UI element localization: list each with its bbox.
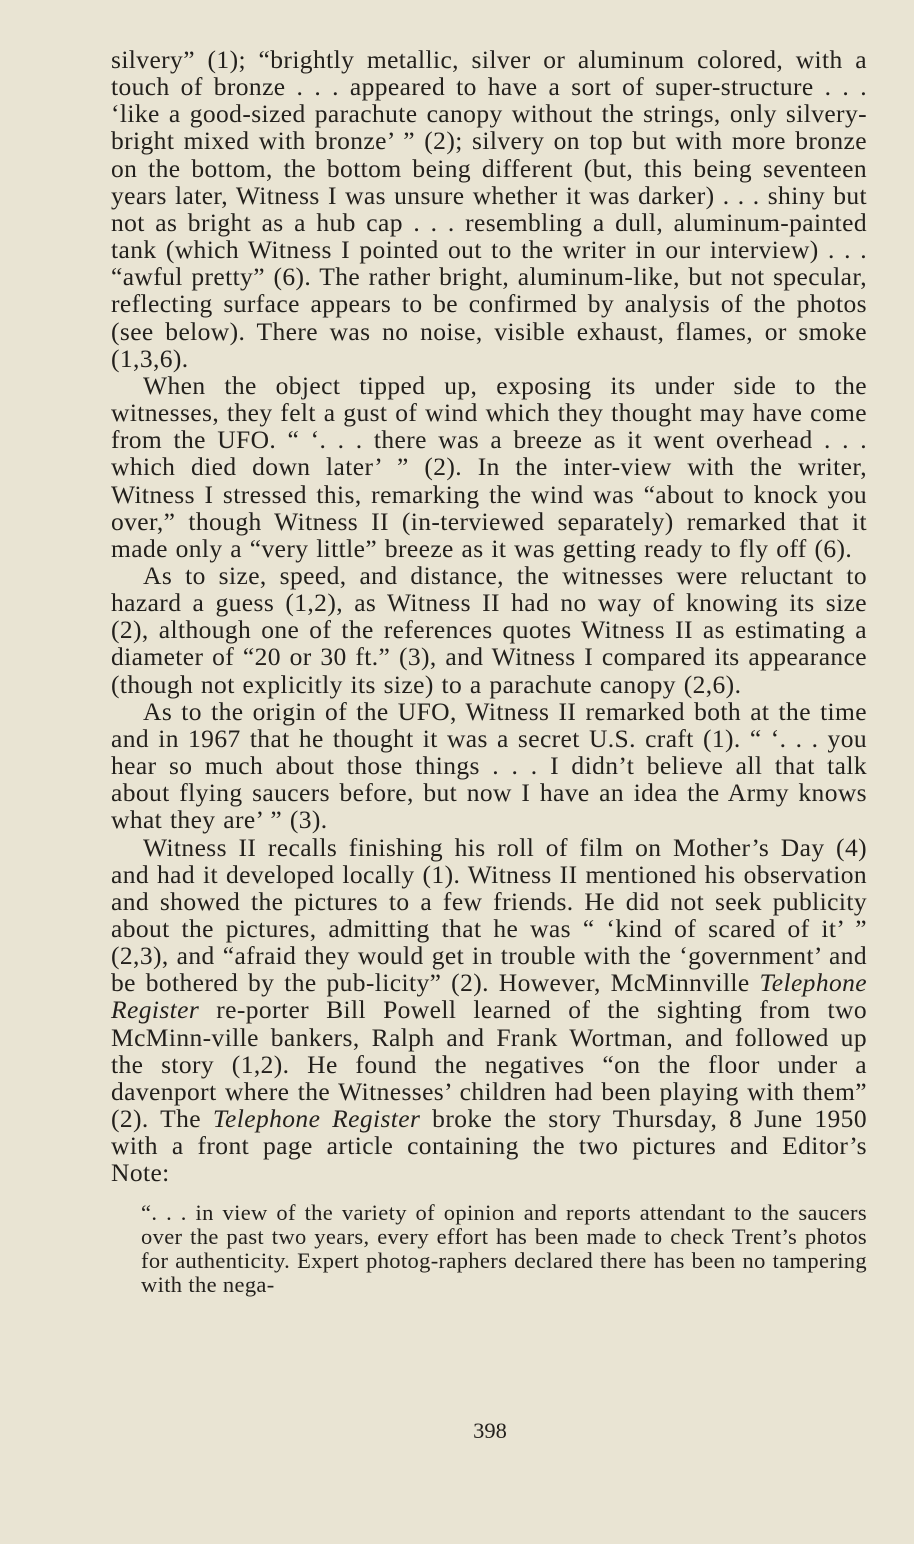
paragraph-text: broke the story Thursday, 8 June 1950 with a front page article containing the two pictures and Editor’s Note: [111, 1104, 867, 1188]
paragraph-1 [111, 46, 867, 372]
paragraph-text: silvery” (1); “brightly metallic, silver or aluminum colored, with a touch of bronze . . . appeared to have a sort of super-structure . . . ‘like a good-sized parachute canopy without the strings, only silvery-bright mixed with bronze’ ” (2); silvery on top but with more bronze on the bottom, the bottom being different (but, this being seventeen years later, Witness I was unsure whether it was darker) . . . shiny but not as bright as a hub cap . . . resembling a dull, aluminum-painted tank (which Witness I pointed out to the writer in our interview) . . . “awful pretty” (6). The rather bright, aluminum-like, but not specular, reflecting surface appears to be confirmed by analysis of the photos (see below). There was no noise, visible exhaust, flames, or smoke (1,3,6). [111, 45, 867, 373]
body-text [111, 46, 867, 1297]
paragraph-2 [111, 372, 867, 562]
newspaper-title-italic: Telephone Register [111, 968, 867, 1025]
paragraph-5 [111, 834, 867, 1187]
newspaper-title-italic: Telephone Register [212, 1104, 421, 1134]
paragraph-text: When the object tipped up, exposing its under side to the witnesses, they felt a gust of wind which they thought may have come from the UFO. “ ‘. . . there was a breeze as it went overhead . . . which died down later’ ” (2). In the inter-view with the writer, Witness I stressed this, remarking the wind was “about to knock you over,” though Witness II (in-terviewed separately) remarked that it made only a “very little” breeze as it was getting ready to fly off (6). [111, 370, 867, 563]
paragraph-text: Witness II recalls finishing his roll of film on Mother’s Day (4) and had it developed locally (1). Witness II mentioned his observation and showed the pictures to a few friends. He did not seek publicity about the pictures, admitting that he was “ ‘kind of scared of it’ ” (2,3), and “afraid they would get in trouble with the ‘government’ and be bothered by the pub-licity” (2). However, McMinnville [111, 832, 867, 998]
paragraph-3 [111, 562, 867, 698]
paragraph-text: As to size, speed, and distance, the witnesses were reluctant to hazard a guess (1,2), as Witness II had no way of knowing its size (2), although one of the references quotes Witness II as estimating a diameter of “20 or 30 ft.” (3), and Witness I compared its appearance (though not explicitly its size) to a parachute canopy (2,6). [111, 560, 867, 699]
page-number: 398 [473, 1418, 507, 1443]
paragraph-text: As to the origin of the UFO, Witness II remarked both at the time and in 1967 that he thought it was a secret U.S. craft (1). “ ‘. . . you hear so much about those things . . . I didn’t believe all that talk about flying saucers before, but now I have an idea the Army knows what they are’ ” (3). [111, 696, 867, 835]
paragraph-text: re-porter Bill Powell learned of the sighting from two McMinn-ville bankers, Ralph and Frank Wortman, and followed up the story (1,2). He found the negatives “on the floor under a davenport where the Witnesses’ children had been playing with them” (2). The [111, 995, 867, 1134]
block-quote: “. . . in view of the variety of opinion and reports attendant to the saucers over the past two years, every effort has been made to check Trent’s photos for authenticity. Expert photog-raphers declared there has been no tampering with the nega- [141, 1199, 867, 1298]
paragraph-4 [111, 698, 867, 834]
